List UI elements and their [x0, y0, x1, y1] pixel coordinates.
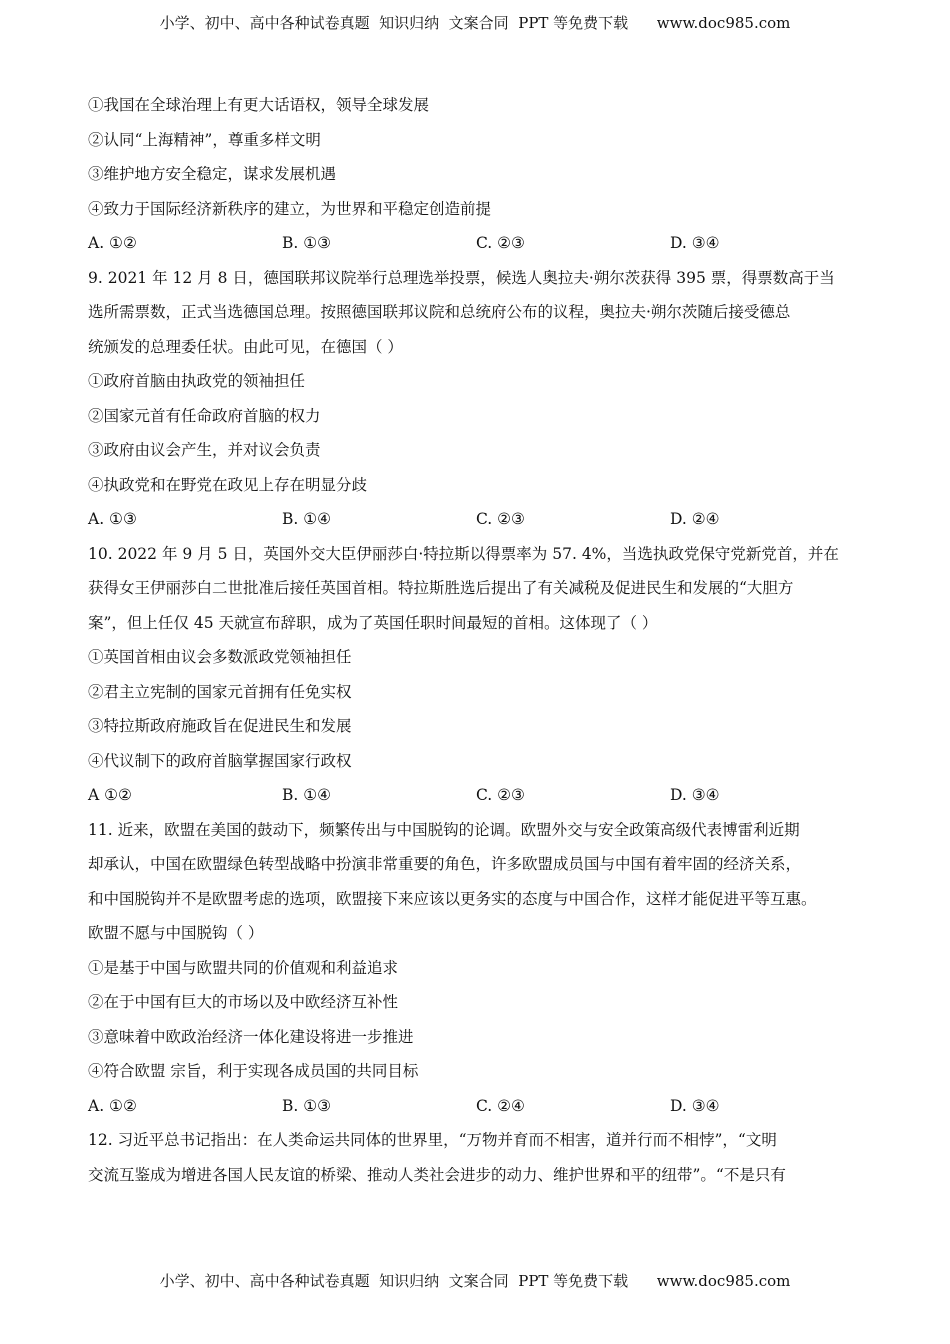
q9-item-2: ②国家元首有任命政府首脑的权力	[88, 406, 321, 425]
q11-stem-line-4: 欧盟不愿与中国脱钩（ ）	[88, 924, 264, 942]
q11-stem-line-2: 却承认，中国在欧盟绿色转型战略中扮演非常重要的角色，许多欧盟成员国与中国有着牢固的经济关系，	[88, 855, 802, 873]
page-footer: 小学、初中、高中各种试卷真题 知识归纳 文案合同 PPT 等免费下载 www.doc985.com	[159, 1272, 791, 1290]
q9-stem-line-1: 9. 2021 年 12 月 8 日，德国联邦议院举行总理选举投票，候选人奥拉夫·朔尔茨获得 395 票，得票数高于当	[88, 268, 835, 287]
q12-stem-line-1: 12. 习近平总书记指出：在人类命运共同体的世界里，“万物并育而不相害，道并行而不相悖”，“文明	[88, 1131, 777, 1149]
q11-stem-line-3: 和中国脱钩并不是欧盟考虑的选项，欧盟接下来应该以更务实的态度与中国合作，这样才能促进平等互惠。	[88, 889, 817, 908]
q9-option-c: C. ②③	[476, 510, 525, 528]
q9-option-b: B. ①④	[282, 510, 332, 528]
q9-item-1: ①政府首脑由执政党的领袖担任	[88, 372, 306, 390]
q10-item-1: ①英国首相由议会多数派政党领袖担任	[88, 648, 352, 666]
q10-option-d: D. ③④	[670, 786, 720, 804]
q8-option-d: D. ③④	[670, 234, 720, 252]
question-content	[88, 88, 878, 1192]
q8-option-c: C. ②③	[476, 234, 525, 252]
q11-item-3: ③意味着中欧政治经济一体化建设将进一步推进	[88, 1027, 414, 1046]
q9-option-a: A. ①③	[88, 510, 137, 528]
q8-item-1: ①我国在全球治理上有更大话语权，领导全球发展	[88, 96, 430, 114]
q8-option-a: A. ①②	[88, 234, 137, 252]
q11-option-b: B. ①③	[282, 1096, 332, 1115]
q11-item-1: ①是基于中国与欧盟共同的价值观和利益追求	[88, 958, 399, 977]
q9-item-3: ③政府由议会产生，并对议会负责	[88, 441, 321, 459]
q11-option-a: A. ①②	[88, 1096, 137, 1115]
q8-options	[88, 226, 878, 261]
q12-stem-line-2: 交流互鉴成为增进各国人民友谊的桥梁、推动人类社会进步的动力、维护世界和平的纽带”。“不是只有	[88, 1165, 786, 1184]
q10-option-c: C. ②③	[476, 786, 525, 804]
q9-item-4: ④执政党和在野党在政见上存在明显分歧	[88, 475, 368, 494]
q11-option-c: C. ②④	[476, 1096, 525, 1115]
q10-item-3: ③特拉斯政府施政旨在促进民生和发展	[88, 717, 352, 735]
q10-stem-line-2: 获得女王伊丽莎白二世批准后接任英国首相。特拉斯胜选后提出了有关减税及促进民生和发展的“大胆方	[88, 579, 794, 597]
q10-stem-line-1: 10. 2022 年 9 月 5 日，英国外交大臣伊丽莎白·特拉斯以得票率为 57. 4%，当选执政党保守党新党首，并在	[88, 544, 839, 563]
q10-option-b: B. ①④	[282, 786, 332, 804]
page-header: 小学、初中、高中各种试卷真题 知识归纳 文案合同 PPT 等免费下载 www.doc985.com	[159, 14, 791, 32]
q10-stem-line-3: 案”，但上任仅 45 天就宣布辞职，成为了英国任职时间最短的首相。这体现了（ ）	[88, 613, 658, 632]
q11-stem-line-1: 11. 近来，欧盟在美国的鼓动下，频繁传出与中国脱钩的论调。欧盟外交与安全政策高级代表博雷利近期	[88, 820, 800, 839]
q10-options	[88, 778, 878, 813]
q9-option-d: D. ②④	[670, 510, 720, 528]
q10-option-a: A ①②	[88, 786, 132, 804]
q8-item-4: ④致力于国际经济新秩序的建立，为世界和平稳定创造前提	[88, 199, 492, 218]
q10-item-4: ④代议制下的政府首脑掌握国家行政权	[88, 751, 352, 770]
q8-item-2: ②认同“上海精神”，尊重多样文明	[88, 130, 321, 149]
q11-options	[88, 1089, 878, 1124]
q11-option-d: D. ③④	[670, 1096, 720, 1115]
q8-option-b: B. ①③	[282, 234, 332, 252]
q9-stem-line-2: 选所需票数，正式当选德国总理。按照德国联邦议院和总统府公布的议程，奥拉夫·朔尔茨随后接受德总	[88, 303, 791, 321]
q11-item-2: ②在于中国有巨大的市场以及中欧经济互补性	[88, 993, 399, 1011]
q10-item-2: ②君主立宪制的国家元首拥有任免实权	[88, 682, 352, 701]
q11-item-4: ④符合欧盟 宗旨，利于实现各成员国的共同目标	[88, 1062, 419, 1080]
q8-item-3: ③维护地方安全稳定，谋求发展机遇	[88, 165, 337, 183]
q9-stem-line-3: 统颁发的总理委任状。由此可见，在德国（ ）	[88, 337, 403, 356]
q9-options	[88, 502, 878, 537]
